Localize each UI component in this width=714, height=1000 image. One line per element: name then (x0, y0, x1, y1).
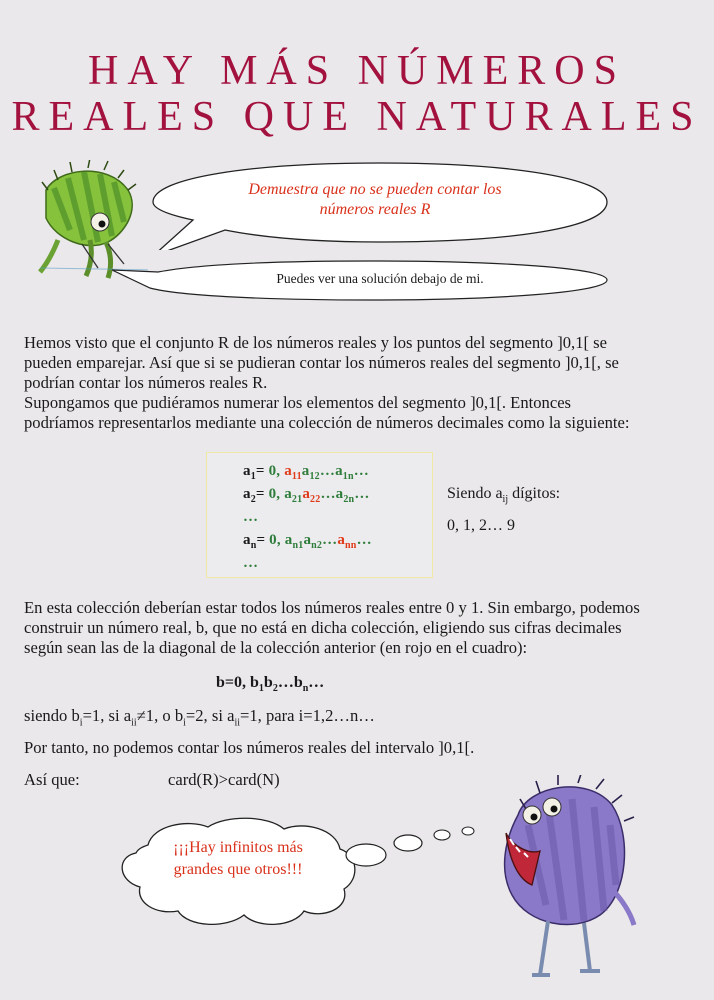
digit-rule-line: siendo $b_i=1$, si $a_{ii}\ne 1$, o $b_i=2$, si $a_{ii}=1$, para i=1,2…n… (24, 706, 375, 729)
speech-bubble-hint (110, 258, 615, 304)
paragraph-intro-line2: pueden emparejar. Así que si se pudieran contar los números reales del segmento ]0,1[, se (24, 353, 619, 372)
paragraph-intro (24, 333, 692, 393)
cardinality-expression: card(R)>card(N) (168, 770, 280, 789)
paragraph-construction-line1: En esta colección deberían estar todos los números reales entre 0 y 1. Sin embargo, podemos (24, 598, 640, 617)
paragraph-suppose (24, 393, 692, 433)
paragraph-construction-line3: según sean las de la diagonal de la colección anterior (en rojo en el cuadro): (24, 638, 528, 657)
diagonal-number-formula: b=0, $b_1b_2\dots b_n\dots$ (216, 674, 325, 695)
infinities-line2: grandes que otros!!! (173, 861, 303, 878)
paragraph-suppose-line1: Supongamos que pudiéramos numerar los elementos del segmento ]0,1[. Entonces (24, 393, 572, 412)
paragraph-suppose-line2: podríamos representarlos mediante una colección de números decimales como la siguiente: (24, 413, 630, 432)
challenge-line2: números reales R (319, 201, 431, 218)
digits-note: Siendo $a_{ij}$ dígitos: (447, 485, 561, 506)
table-row-a2: $a_2= 0$, $a_{21}a_{22}\dots a_{2n}\dots$ (243, 486, 370, 505)
table-row-an: $a_n= 0$, $a_{n1}a_{n2}\dots a_{nn}\dots$ (243, 532, 372, 551)
infinities-line1: ¡¡¡Hay infinitos más (173, 839, 303, 856)
table-row-a1: $a_1= 0$, $a_{11}a_{12}\dots a_{1n}\dots$ (243, 463, 369, 482)
speech-bubble-challenge (145, 160, 615, 250)
asi-que-label: Así que: (24, 770, 80, 789)
purple-monster-illustration (488, 775, 638, 995)
paragraph-construction-line2: construir un número real, b, que no está en dicha colección, eligiendo sus cifras decimales (24, 618, 622, 637)
table-row-ellipsis-1: … (243, 509, 259, 525)
page-title-line1: HAY MÁS NÚMEROS (88, 48, 626, 94)
digits-list: 0, 1, 2… 9 (447, 517, 515, 534)
infinities-text (138, 837, 338, 881)
table-row-ellipsis-2: … (243, 555, 259, 571)
paragraph-construction (24, 598, 692, 658)
page-title-line2: REALES QUE NATURALES (11, 94, 703, 140)
decimal-collection-table (206, 452, 433, 578)
challenge-text (205, 180, 545, 220)
challenge-line1: Demuestra que no se pueden contar los (248, 181, 502, 198)
thought-bubble-infinities (108, 815, 508, 935)
paragraph-intro-line1: Hemos visto que el conjunto R de los números reales y los puntos del segmento ]0,1[ se (24, 333, 607, 352)
conclusion-text: Por tanto, no podemos contar los números reales del intervalo ]0,1[. (24, 738, 475, 757)
paragraph-intro-line3: podrían contar los números reales R. (24, 373, 268, 392)
hint-text: Puedes ver una solución debajo de mi. (276, 271, 484, 286)
